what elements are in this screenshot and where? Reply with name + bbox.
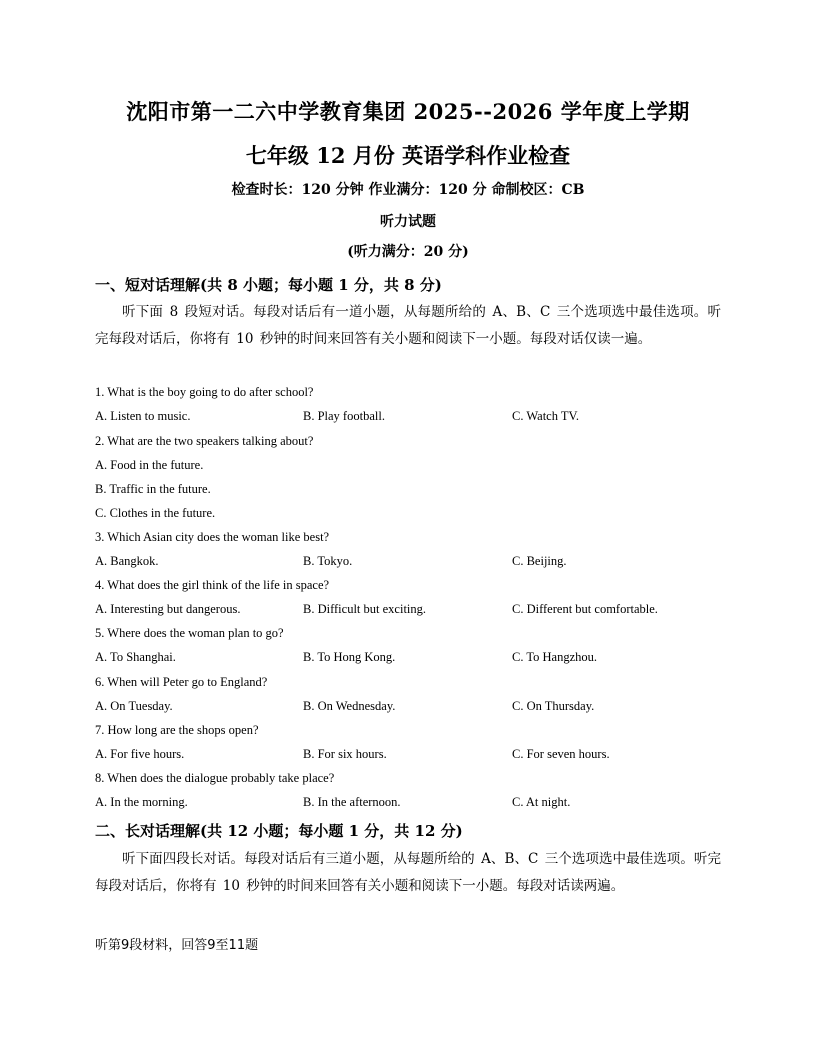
section2-heading: 二、长对话理解(共 12 小题；每小题 1 分，共 12 分) — [95, 822, 463, 840]
section2-instruction: 听下面四段长对话。每段对话后有三道小题，从每题所给的 A、B、C 三个选项选中最佳选项。听完每段对话后，你将有 10 秒钟的时间来回答有关小题和阅读下一小题。每段对话读两遍。 — [95, 851, 721, 894]
section1-heading: 一、短对话理解(共 8 小题；每小题 1 分，共 8 分) — [95, 276, 442, 294]
question-2-option-a: A. Food in the future. — [95, 458, 204, 472]
question-4-option-b: B. Difficult but exciting. — [303, 602, 427, 616]
listening-score: (听力满分：20 分) — [347, 244, 469, 260]
question-1-option-a: A. Listen to music. — [95, 409, 191, 423]
question-6-option-a: A. On Tuesday. — [95, 699, 173, 713]
question-7: 7. How long are the shops open? — [95, 723, 259, 737]
question-5-option-b: B. To Hong Kong. — [303, 650, 396, 664]
question-2-option-b: B. Traffic in the future. — [95, 482, 211, 496]
question-3-option-a: A. Bangkok. — [95, 554, 159, 568]
question-4-option-c: C. Different but comfortable. — [512, 602, 658, 616]
question-6-option-b: B. On Wednesday. — [303, 699, 396, 713]
section2-note: 听第9段材料，回答9至11题 — [95, 938, 259, 953]
listening-subtitle: 听力试题 — [380, 214, 436, 230]
exam-meta: 检查时长：120 分钟 作业满分：120 分 命制校区：CB — [231, 182, 585, 198]
question-4: 4. What does the girl think of the life in space? — [95, 578, 330, 592]
question-2: 2. What are the two speakers talking about? — [95, 434, 314, 448]
exam-title-line1: 沈阳市第一二六中学教育集团 2025--2026 学年度上学期 — [126, 99, 690, 124]
question-7-option-c: C. For seven hours. — [512, 747, 610, 761]
question-3-option-b: B. Tokyo. — [303, 554, 353, 568]
question-3: 3. Which Asian city does the woman like best? — [95, 530, 330, 544]
question-8-option-a: A. In the morning. — [95, 795, 188, 809]
question-2-option-c: C. Clothes in the future. — [95, 506, 216, 520]
section1-instruction: 听下面 8 段短对话。每段对话后有一道小题，从每题所给的 A、B、C 三个选项选中最佳选项。听完每段对话后，你将有 10 秒钟的时间来回答有关小题和阅读下一小题。每段对话仅读一遍。 — [95, 304, 721, 347]
question-3-option-c: C. Beijing. — [512, 554, 567, 568]
exam-title-line2: 七年级 12 月份 英语学科作业检查 — [245, 143, 571, 168]
question-1: 1. What is the boy going to do after school? — [95, 385, 314, 399]
question-7-option-b: B. For six hours. — [303, 747, 387, 761]
question-5-option-a: A. To Shanghai. — [95, 650, 176, 664]
question-6: 6. When will Peter go to England? — [95, 675, 268, 689]
question-1-option-c: C. Watch TV. — [512, 409, 580, 423]
question-5-option-c: C. To Hangzhou. — [512, 650, 597, 664]
question-1-option-b: B. Play football. — [303, 409, 385, 423]
question-5: 5. Where does the woman plan to go? — [95, 626, 284, 640]
question-8-option-b: B. In the afternoon. — [303, 795, 401, 809]
question-8-option-c: C. At night. — [512, 795, 571, 809]
question-8: 8. When does the dialogue probably take place? — [95, 771, 335, 785]
question-6-option-c: C. On Thursday. — [512, 699, 595, 713]
question-4-option-a: A. Interesting but dangerous. — [95, 602, 241, 616]
question-7-option-a: A. For five hours. — [95, 747, 185, 761]
